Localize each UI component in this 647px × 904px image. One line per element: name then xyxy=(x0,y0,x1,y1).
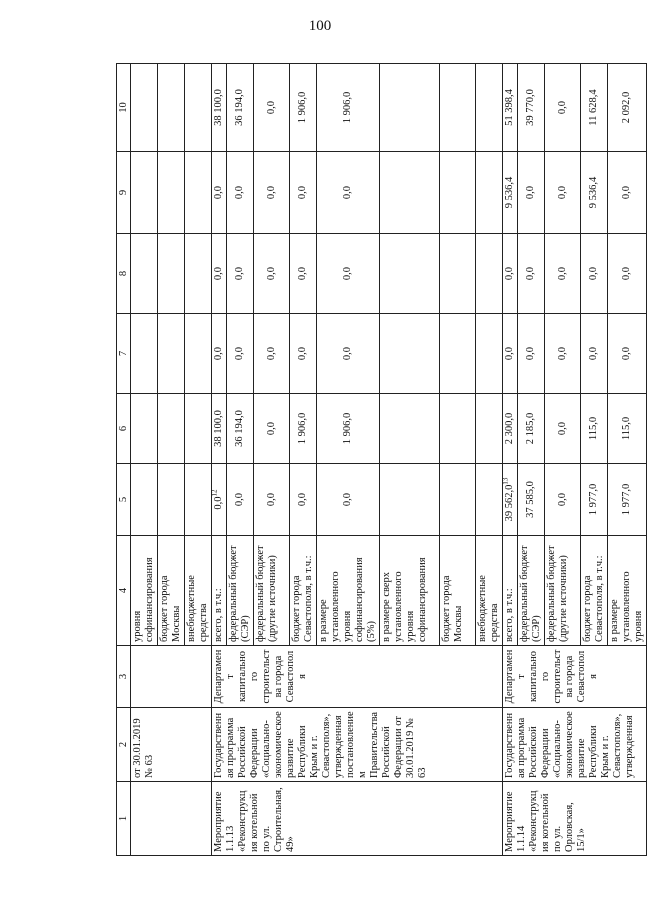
value-cell xyxy=(518,152,545,234)
value-cell xyxy=(518,64,545,152)
value-cell xyxy=(581,64,608,152)
value-cell xyxy=(317,234,380,314)
value-cell xyxy=(158,152,185,234)
value-cell xyxy=(227,314,254,394)
value-cell xyxy=(317,152,380,234)
value-cell xyxy=(518,314,545,394)
value-text: 115,0 xyxy=(621,416,632,441)
value-cell xyxy=(581,314,608,394)
value-text: 1 906,0 xyxy=(342,412,353,445)
value-text: 0,0 xyxy=(234,266,245,281)
value-text: 0,0 xyxy=(265,185,277,200)
col-header: 3 xyxy=(117,646,131,708)
source-cell: всего, в т.ч.: xyxy=(212,536,227,646)
value-cell xyxy=(290,234,317,314)
value-cell xyxy=(212,314,227,394)
value-cell xyxy=(227,234,254,314)
value-cell xyxy=(317,464,380,536)
value-cell xyxy=(581,464,608,536)
source-cell: федеральный бюджет (СЭР) xyxy=(227,536,254,646)
value-cell xyxy=(503,64,518,152)
col-header: 4 xyxy=(117,536,131,646)
col-header: 8 xyxy=(117,234,131,314)
source-cell: бюджет города Севастополя, в т.ч.: xyxy=(290,536,317,646)
value-text: 2 092,0 xyxy=(621,91,632,124)
col-header: 7 xyxy=(117,314,131,394)
value-text: 0,0 xyxy=(504,266,515,281)
value-text: 0,0 xyxy=(265,100,277,115)
value-text: 0,0 xyxy=(556,421,568,436)
value-cell xyxy=(518,394,545,464)
value-text: 0,0 xyxy=(556,100,568,115)
value-text: 0,0 xyxy=(297,266,308,281)
value-cell xyxy=(290,152,317,234)
value-text: 0,0 xyxy=(213,266,224,281)
value-cell xyxy=(476,152,503,234)
value-text: 0,0 xyxy=(556,492,568,507)
value-text: 37 585,0 xyxy=(525,481,536,518)
value-text: 11 628,4 xyxy=(588,89,599,126)
value-cell xyxy=(518,464,545,536)
value-text: 0,0 xyxy=(213,496,224,510)
event-cell xyxy=(131,782,212,856)
value-text: 0,0 xyxy=(525,266,536,281)
program-cell: Государственная программа Российской Федерации «Социально-экономическое развитие Республики Крым и г. Севастополя», утвержденная xyxy=(503,708,647,782)
value-cell xyxy=(185,234,212,314)
value-text: 0,0 xyxy=(297,346,308,361)
value-cell xyxy=(380,152,440,234)
value-cell xyxy=(317,314,380,394)
value-cell xyxy=(608,152,647,234)
value-cell xyxy=(476,64,503,152)
value-cell xyxy=(212,234,227,314)
source-cell: в размере сверх установленного уровня софинансирования xyxy=(380,536,440,646)
value-cell xyxy=(545,314,581,394)
value-text: 0,0 xyxy=(588,266,599,281)
table-row xyxy=(212,64,227,856)
table-row xyxy=(503,64,518,856)
value-cell xyxy=(317,64,380,152)
value-text: 2 185,0 xyxy=(525,412,536,445)
value-text: 0,0 xyxy=(234,492,245,507)
footnote-mark: 13 xyxy=(501,477,510,485)
value-cell xyxy=(545,152,581,234)
source-cell: бюджет города Москвы xyxy=(440,536,476,646)
value-text: 0,0 xyxy=(342,185,353,200)
value-cell xyxy=(254,64,290,152)
source-cell: внебюджетные средства xyxy=(476,536,503,646)
value-cell xyxy=(131,64,158,152)
value-text: 9 536,4 xyxy=(504,176,515,209)
column-number-row xyxy=(117,64,131,856)
value-cell xyxy=(380,234,440,314)
value-cell xyxy=(185,64,212,152)
value-cell xyxy=(503,314,518,394)
source-cell: федеральный бюджет (другие источники) xyxy=(254,536,290,646)
value-cell xyxy=(290,64,317,152)
value-cell xyxy=(212,152,227,234)
source-cell: федеральный бюджет (СЭР) xyxy=(518,536,545,646)
value-cell xyxy=(608,464,647,536)
value-cell xyxy=(503,234,518,314)
value-cell xyxy=(380,64,440,152)
source-cell: уровня софинансирования xyxy=(131,536,158,646)
value-text: 0,0 xyxy=(621,266,632,281)
value-text: 0,0 xyxy=(234,346,245,361)
value-cell xyxy=(254,314,290,394)
value-cell xyxy=(254,152,290,234)
value-cell xyxy=(518,234,545,314)
value-cell xyxy=(185,464,212,536)
program-cell: Государственная программа Российской Федерации «Социально-экономическое развитие Республики Крым и г. Севастополя», утвержденная постановлением Правительства Российской Федерации от 30.01.2019 № 63 xyxy=(212,708,503,782)
source-cell: внебюджетные средства xyxy=(185,536,212,646)
value-cell xyxy=(440,394,476,464)
value-text: 0,0 xyxy=(621,346,632,361)
value-text: 38 100,0 xyxy=(213,89,224,126)
source-cell: в размере установленного уровня xyxy=(608,536,647,646)
value-cell xyxy=(158,314,185,394)
value-text: 1 906,0 xyxy=(342,91,353,124)
value-cell xyxy=(158,64,185,152)
col-header: 5 xyxy=(117,464,131,536)
value-cell xyxy=(545,464,581,536)
value-cell xyxy=(254,234,290,314)
program-cell: от 30.01.2019 № 63 xyxy=(131,708,212,782)
col-header: 6 xyxy=(117,394,131,464)
value-text: 0,0 xyxy=(265,266,277,281)
rotated-table-container xyxy=(116,64,644,856)
value-text: 0,0 xyxy=(621,185,632,200)
value-text: 0,0 xyxy=(265,346,277,361)
value-text: 115,0 xyxy=(588,416,599,441)
table-row xyxy=(131,64,158,856)
source-cell: в размере установленного уровня софинансирования (5%) xyxy=(317,536,380,646)
value-cell xyxy=(290,314,317,394)
page-number: 100 xyxy=(308,18,332,34)
value-text: 0,0 xyxy=(556,185,568,200)
value-text: 2 300,0 xyxy=(504,412,515,445)
value-cell xyxy=(581,394,608,464)
source-cell: федеральный бюджет (другие источники) xyxy=(545,536,581,646)
value-cell xyxy=(185,152,212,234)
value-cell xyxy=(440,314,476,394)
value-text: 1 906,0 xyxy=(297,412,308,445)
value-text: 51 398,4 xyxy=(504,89,515,126)
value-text: 0,0 xyxy=(525,346,536,361)
value-cell xyxy=(227,152,254,234)
value-cell xyxy=(581,152,608,234)
col-header: 2 xyxy=(117,708,131,782)
event-name-cell: Мероприятие 1.1.13 «Реконструкция котельной по ул. Строительная, 49» xyxy=(212,782,503,856)
value-cell xyxy=(608,64,647,152)
value-cell xyxy=(545,234,581,314)
value-text: 0,0 xyxy=(265,492,277,507)
value-text: 39 562,0 xyxy=(504,484,515,522)
value-text: 0,0 xyxy=(556,346,568,361)
value-text: 38 100,0 xyxy=(213,410,224,447)
value-text: 0,0 xyxy=(588,346,599,361)
value-cell xyxy=(185,314,212,394)
value-cell xyxy=(503,152,518,234)
value-cell xyxy=(290,394,317,464)
value-text: 0,0 xyxy=(234,185,245,200)
value-text: 1 977,0 xyxy=(621,483,632,516)
value-cell xyxy=(545,394,581,464)
value-cell xyxy=(608,394,647,464)
source-cell: всего, в т.ч.: xyxy=(503,536,518,646)
value-cell xyxy=(503,394,518,464)
value-cell xyxy=(440,464,476,536)
value-cell xyxy=(212,464,227,536)
value-cell xyxy=(476,394,503,464)
value-cell xyxy=(440,152,476,234)
value-text: 36 194,0 xyxy=(234,410,245,447)
event-name-cell: Мероприятие 1.1.14 «Реконструкция котельной по ул. Орловская, 15/1» xyxy=(503,782,647,856)
value-text: 0,0 xyxy=(556,266,568,281)
value-cell xyxy=(608,234,647,314)
col-header: 9 xyxy=(117,152,131,234)
value-cell xyxy=(476,234,503,314)
col-header: 1 xyxy=(117,782,131,856)
value-cell xyxy=(227,464,254,536)
value-cell xyxy=(158,394,185,464)
value-text: 0,0 xyxy=(213,185,224,200)
value-text: 9 536,4 xyxy=(588,176,599,209)
source-cell: бюджет города Севастополя, в т.ч.: xyxy=(581,536,608,646)
dept-cell: Департамент капитального строительства города Севастополя xyxy=(503,646,647,708)
value-cell xyxy=(158,234,185,314)
value-cell xyxy=(290,464,317,536)
value-cell xyxy=(476,464,503,536)
value-text: 1 977,0 xyxy=(588,483,599,516)
value-cell xyxy=(440,234,476,314)
value-text: 0,0 xyxy=(342,346,353,361)
value-cell xyxy=(503,464,518,536)
value-cell xyxy=(212,64,227,152)
value-text: 39 770,0 xyxy=(525,89,536,126)
footnote-mark: 12 xyxy=(210,489,219,497)
budget-table xyxy=(116,63,647,856)
value-cell xyxy=(476,314,503,394)
value-cell xyxy=(131,464,158,536)
value-text: 0,0 xyxy=(213,346,224,361)
value-text: 0,0 xyxy=(504,346,515,361)
value-text: 0,0 xyxy=(297,492,308,507)
value-cell xyxy=(545,64,581,152)
value-cell xyxy=(608,314,647,394)
value-cell xyxy=(131,314,158,394)
col-header: 10 xyxy=(117,64,131,152)
value-cell xyxy=(440,64,476,152)
value-cell xyxy=(227,394,254,464)
dept-cell: Департамент капитального строительства города Севастополя xyxy=(212,646,503,708)
value-text: 0,0 xyxy=(342,492,353,507)
value-cell xyxy=(131,234,158,314)
value-text: 1 906,0 xyxy=(297,91,308,124)
value-cell xyxy=(581,234,608,314)
value-cell xyxy=(254,464,290,536)
value-cell xyxy=(185,394,212,464)
value-cell xyxy=(317,394,380,464)
value-text: 0,0 xyxy=(297,185,308,200)
value-cell xyxy=(131,394,158,464)
value-cell xyxy=(380,464,440,536)
value-text: 36 194,0 xyxy=(234,89,245,126)
value-text: 0,0 xyxy=(525,185,536,200)
dept-cell xyxy=(131,646,212,708)
value-cell xyxy=(212,394,227,464)
value-text: 0,0 xyxy=(342,266,353,281)
value-cell xyxy=(227,64,254,152)
value-text: 0,0 xyxy=(265,421,277,436)
source-cell: бюджет города Москвы xyxy=(158,536,185,646)
value-cell xyxy=(158,464,185,536)
value-cell xyxy=(380,314,440,394)
value-cell xyxy=(254,394,290,464)
value-cell xyxy=(380,394,440,464)
value-cell xyxy=(131,152,158,234)
